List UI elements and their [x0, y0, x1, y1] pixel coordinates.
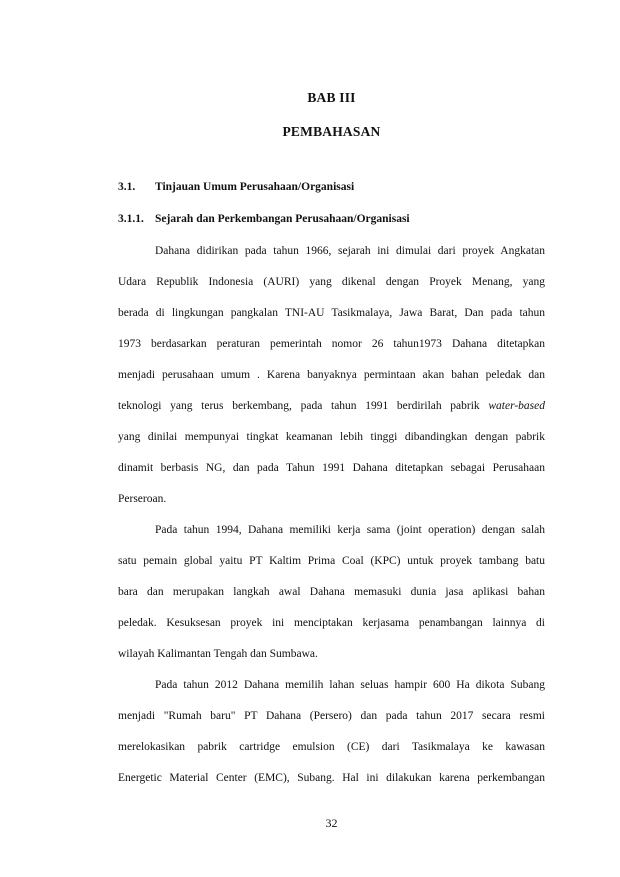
section-title: Sejarah dan Perkembangan Perusahaan/Organisasi	[155, 213, 410, 225]
paragraph-line: satu pemain global yaitu PT Kaltim Prima Coal (KPC) untuk proyek tambang batu	[118, 555, 545, 567]
paragraph-line: bara dan merupakan langkah awal Dahana memasuki dunia jasa aplikasi bahan	[118, 586, 545, 598]
section-heading-3-1-1	[118, 213, 410, 225]
paragraph-line: berada di lingkungan pangkalan TNI-AU Tasikmalaya, Jawa Barat, Dan pada tahun	[118, 307, 545, 319]
paragraph-line: Dahana didirikan pada tahun 1966, sejarah ini dimulai dari proyek Angkatan	[155, 245, 545, 257]
section-number: 3.1.	[118, 181, 136, 193]
paragraph-line-with-italic	[118, 399, 545, 413]
italic-term: water-based	[488, 400, 545, 412]
paragraph-line: peledak. Kesuksesan proyek ini menciptakan kerjasama penambangan lainnya di	[118, 617, 545, 629]
paragraph-line: menjadi perusahaan umum . Karena banyaknya permintaan akan bahan peledak dan	[118, 369, 545, 381]
paragraph-line: dinamit berbasis NG, dan pada Tahun 1991 Dahana ditetapkan sebagai Perusahaan	[118, 462, 545, 474]
paragraph-line: merelokasikan pabrik cartridge emulsion (CE) dari Tasikmalaya ke kawasan	[118, 741, 545, 753]
section-number: 3.1.1.	[118, 213, 144, 225]
section-heading-3-1	[118, 181, 355, 193]
paragraph-line: wilayah Kalimantan Tengah dan Sumbawa.	[118, 648, 318, 660]
paragraph-line: Udara Republik Indonesia (AURI) yang dikenal dengan Proyek Menang, yang	[118, 276, 545, 288]
section-title: Tinjauan Umum Perusahaan/Organisasi	[155, 181, 355, 193]
paragraph-line: yang dinilai mempunyai tingkat keamanan lebih tinggi dibandingkan dengan pabrik	[118, 431, 545, 443]
paragraph-text: teknologi yang terus berkembang, pada tahun 1991 berdirilah pabrik	[118, 400, 480, 412]
paragraph-line: menjadi "Rumah baru" PT Dahana (Persero) dan pada tahun 2017 secara resmi	[118, 710, 545, 722]
paragraph-line: Pada tahun 1994, Dahana memiliki kerja sama (joint operation) dengan salah	[155, 524, 545, 536]
paragraph-line: 1973 berdasarkan peraturan pemerintah nomor 26 tahun1973 Dahana ditetapkan	[118, 338, 545, 350]
paragraph-line: Pada tahun 2012 Dahana memilih lahan seluas hampir 600 Ha dikota Subang	[155, 679, 545, 691]
chapter-heading: BAB III	[307, 90, 356, 105]
page-number: 32	[325, 816, 338, 830]
paragraph-line: Perseroan.	[118, 493, 167, 505]
paragraph-line: Energetic Material Center (EMC), Subang. Hal ini dilakukan karena perkembangan	[118, 772, 545, 784]
chapter-title: PEMBAHASAN	[282, 124, 381, 139]
